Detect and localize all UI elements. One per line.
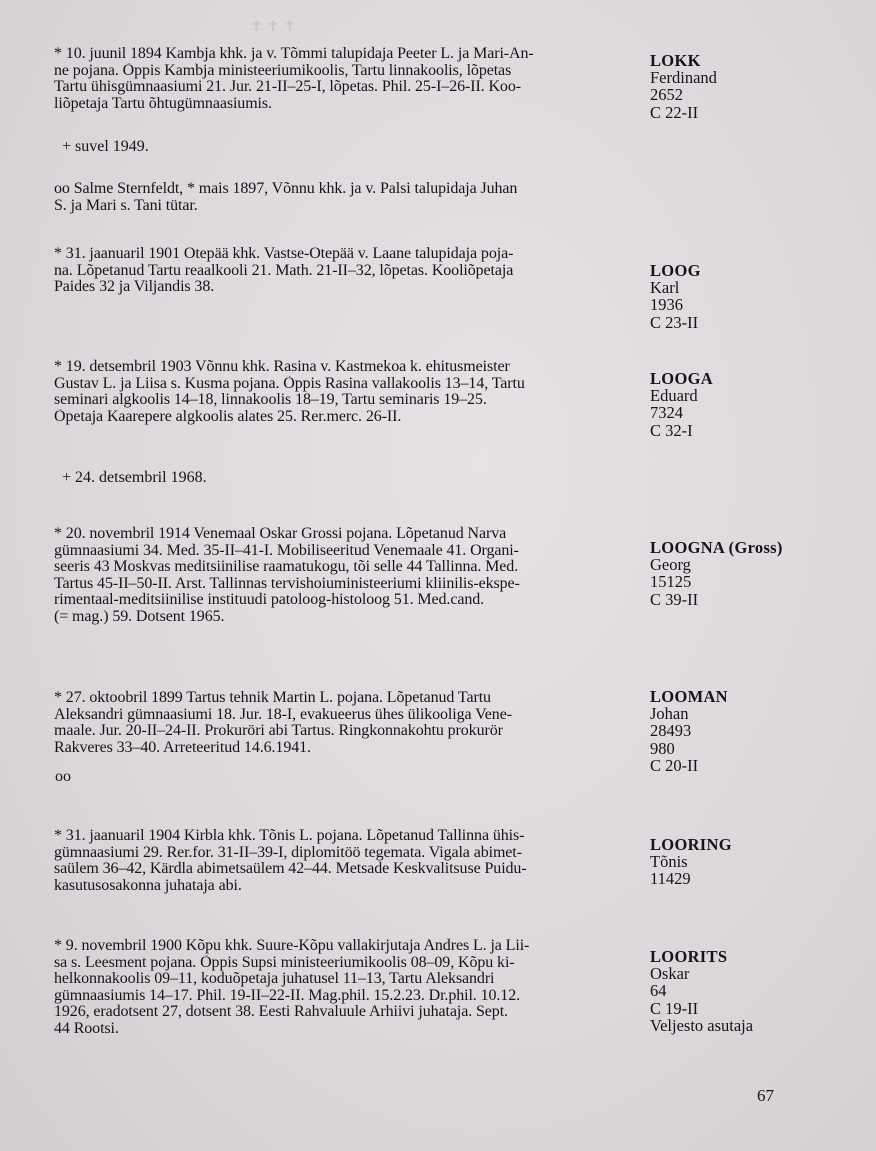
surname: LOOG (650, 261, 701, 280)
archive-code: C 20-II (650, 755, 699, 775)
surname: LOORITS (650, 947, 728, 966)
text-line: rimentaal-meditsiinilise instituudi patoloog-histoloog 51. Med.cand. (54, 592, 485, 609)
text-line: 44 Rootsi. (54, 1020, 119, 1037)
bleed-through-text: ✝ ✝ ✝ (250, 18, 297, 35)
entry-side-column (650, 52, 860, 121)
text-line: Tartu ühisgümnaasiumi 21. Jur. 21-II–25-I, lõpetas. Phil. 25-I–26-II. Koo- (54, 79, 521, 96)
firstname: Ferdinand (650, 68, 717, 88)
entry-side-column (650, 948, 860, 1034)
marriage-note (54, 181, 626, 214)
archive-code: C 39-II (650, 589, 699, 609)
text-line: maale. Jur. 20-II–24-II. Prokuröri abi Tartus. Ringkonnakohtu prokurör (54, 723, 503, 740)
matriculation-number: 28493 (650, 721, 692, 741)
text-line: seeris 43 Moskvas meditsiinilise raamatukogu, tõi selle 44 Tallinna. Med. (54, 559, 519, 576)
surname: LOKK (650, 51, 701, 70)
marriage-note: oo (55, 768, 71, 785)
entry-description (54, 359, 626, 425)
matriculation-number: 1936 (650, 295, 683, 315)
entry-side-column (650, 262, 860, 331)
death-note: + 24. detsembril 1968. (62, 469, 207, 486)
extra-note: Veljesto asutaja (650, 1015, 754, 1035)
text-line: saülem 36–42, Kärdla abimetsaülem 42–44. Metsade Keskvalitsuse Puidu- (54, 861, 527, 878)
entry-description (54, 46, 626, 112)
archive-code: C 32-I (650, 420, 693, 440)
text-line: * 19. detsembril 1903 Võnnu khk. Rasina v. Kastmekoa k. ehitusmeister (54, 359, 510, 375)
entry-description (54, 828, 626, 894)
surname: LOOMAN (650, 687, 728, 706)
matriculation-number: 15125 (650, 572, 692, 592)
entry-side-column (650, 539, 860, 608)
entry-description (54, 938, 626, 1038)
firstname: Oskar (650, 964, 690, 984)
text-line: Tartus 45-II–50-II. Arst. Tallinnas tervishoiuministeeriumi kliinilis-ekspe- (54, 575, 520, 592)
archive-code: C 19-II (650, 998, 699, 1018)
text-line: * 31. jaanuaril 1901 Otepää khk. Vastse-Otepää v. Laane talupidaja poja- (54, 246, 514, 262)
text-line: Paides 32 ja Viljandis 38. (54, 279, 215, 296)
text-line: gümnaasiumis 14–17. Phil. 19-II–22-II. Mag.phil. 15.2.23. Dr.phil. 10.12. (54, 987, 521, 1004)
matriculation-number: 64 (650, 981, 667, 1001)
firstname: Tõnis (650, 852, 688, 872)
text-line: * 9. novembril 1900 Kõpu khk. Suure-Kõpu vallakirjutaja Andres L. ja Lii- (54, 938, 530, 954)
text-line: (= mag.) 59. Dotsent 1965. (54, 608, 225, 625)
text-line: S. ja Mari s. Tani tütar. (54, 197, 198, 214)
text-line: * 20. novembril 1914 Venemaal Oskar Grossi pojana. Lõpetanud Narva (54, 526, 507, 542)
text-line: helkonnakoolis 09–11, koduõpetaja juhatusel 11–13, Tartu Aleksandri (54, 971, 495, 988)
text-line: 1926, eradotsent 27, dotsent 38. Eesti Rahvaluule Arhiivi juhataja. Sept. (54, 1004, 508, 1021)
text-line: na. Lõpetanud Tartu reaalkooli 21. Math. 21-II–32, lõpetas. Kooliõpetaja (54, 262, 514, 279)
text-line: Õpetaja Kaarepere algkoolis alates 25. Rer.merc. 26-II. (54, 408, 402, 425)
matriculation-number-2: 980 (650, 738, 675, 758)
entry-side-column (650, 836, 860, 888)
firstname: Eduard (650, 386, 698, 406)
text-line: Aleksandri gümnaasiumi 18. Jur. 18-I, evakueerus ühes ülikooliga Vene- (54, 706, 512, 723)
matriculation-number: 2652 (650, 85, 683, 105)
firstname: Georg (650, 555, 691, 575)
surname: LOOGNA (Gross) (650, 538, 783, 557)
archive-code: C 22-II (650, 102, 699, 122)
matriculation-number: 7324 (650, 403, 683, 423)
entry-description (54, 526, 626, 626)
text-line: * 27. oktoobril 1899 Tartus tehnik Martin L. pojana. Lõpetanud Tartu (54, 690, 491, 706)
firstname: Karl (650, 278, 680, 298)
text-line: ne pojana. Õppis Kambja ministeeriumikoolis, Tartu linnakoolis, lõpetas (54, 62, 512, 79)
death-note: + suvel 1949. (62, 138, 149, 155)
text-line: seminari algkoolis 14–18, linnakoolis 18–19, Tartu seminaris 19–25. (54, 392, 487, 409)
text-line: * 10. juunil 1894 Kambja khk. ja v. Tõmmi talupidaja Peeter L. ja Mari-An- (54, 46, 534, 62)
text-line: gümnaasiumi 34. Med. 35-II–41-I. Mobiliseeritud Venemaale 41. Organi- (54, 542, 519, 559)
surname: LOORING (650, 835, 732, 854)
text-line: * 31. jaanuaril 1904 Kirbla khk. Tõnis L. pojana. Lõpetanud Tallinna ühis- (54, 828, 525, 844)
entry-description (54, 246, 626, 296)
archive-code: C 23-II (650, 312, 699, 332)
firstname: Johan (650, 704, 689, 724)
text-line: gümnaasiumi 29. Rer.for. 31-II–39-I, diplomitöö tegemata. Vigala abimet- (54, 844, 522, 861)
text-line: oo Salme Sternfeldt, * mais 1897, Võnnu khk. ja v. Palsi talupidaja Juhan (54, 181, 518, 197)
matriculation-number: 11429 (650, 869, 691, 889)
surname: LOOGA (650, 369, 713, 388)
text-line: Gustav L. ja Liisa s. Kusma pojana. Õppis Rasina vallakoolis 13–14, Tartu (54, 375, 525, 392)
page-number: 67 (757, 1086, 774, 1105)
text-line: sa s. Leesment pojana. Õppis Supsi ministeeriumikoolis 08–09, Kõpu ki- (54, 954, 515, 971)
text-line: Rakveres 33–40. Arreteeritud 14.6.1941. (54, 739, 311, 756)
entry-description (54, 690, 626, 756)
entry-side-column (650, 370, 860, 439)
entry-side-column (650, 688, 860, 774)
text-line: liõpetaja Tartu õhtugümnaasiumis. (54, 95, 272, 112)
text-line: kasutusosakonna juhataja abi. (54, 877, 242, 894)
